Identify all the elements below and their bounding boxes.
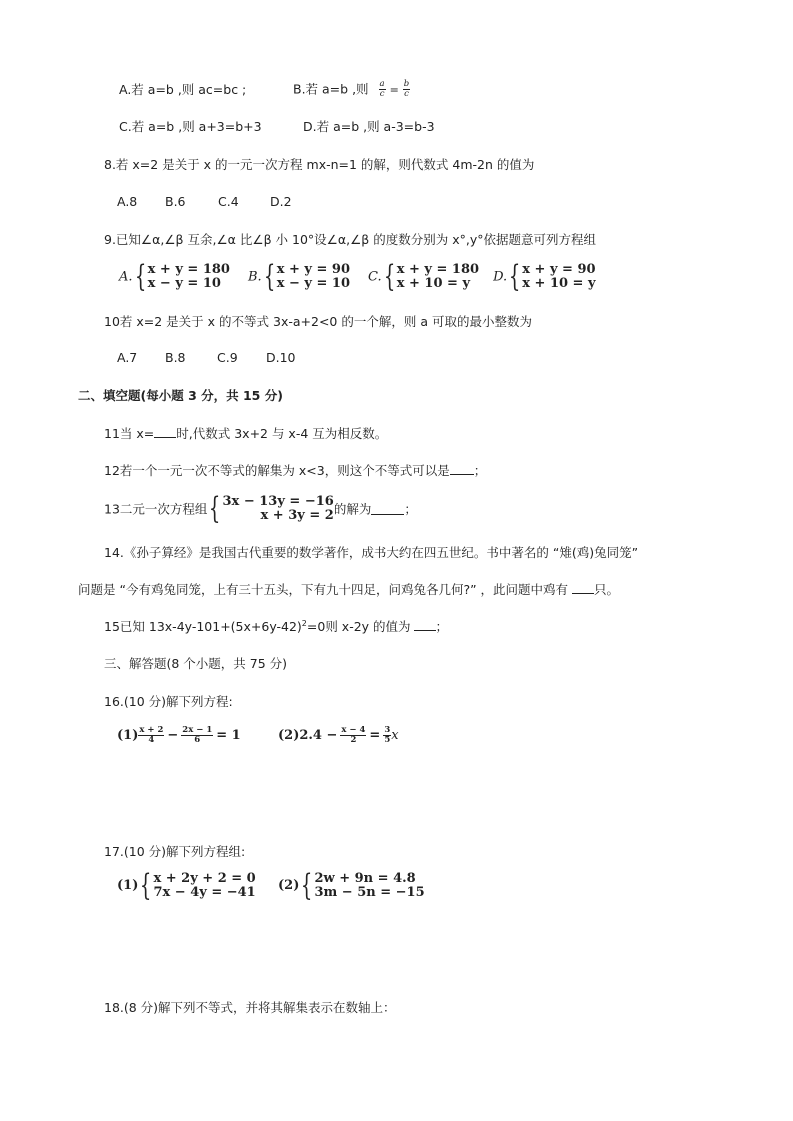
q11 bbox=[104, 426, 387, 441]
q16-p2-frac2-num: 3 bbox=[384, 725, 391, 735]
q15 bbox=[104, 619, 448, 634]
q12 bbox=[104, 463, 486, 478]
q13-post: 的解为 bbox=[333, 501, 372, 517]
q14-answer-blank[interactable] bbox=[572, 582, 594, 594]
q13-eq2: x + 3y = 2 bbox=[260, 508, 334, 523]
q7-option-d: D.若 a=b ,则 a-3=b-3 bbox=[303, 119, 435, 134]
q10-options bbox=[117, 350, 296, 365]
q13-end: ； bbox=[404, 501, 417, 517]
q15-answer-blank[interactable] bbox=[414, 619, 436, 631]
q10-option-d: D.10 bbox=[266, 350, 296, 365]
q9-option-b-brace: { bbox=[263, 259, 275, 294]
section2-title: 二、填空题(每小题 3 分，共 15 分) bbox=[78, 388, 283, 403]
q7-option-a: A.若 a=b ,则 ac=bc ; bbox=[119, 82, 247, 97]
q16-p2-label: (2)2.4 − bbox=[278, 728, 338, 744]
q16-p1-frac2 bbox=[181, 726, 213, 746]
q16-p2-frac1 bbox=[340, 726, 366, 746]
q17-p1-system bbox=[153, 872, 255, 899]
q10-option-c: C.9 bbox=[217, 350, 238, 365]
q9-option-a-system bbox=[148, 263, 230, 290]
q9-option-c-system bbox=[397, 263, 479, 290]
q16-p2-x: x bbox=[391, 728, 399, 744]
q9-option-a bbox=[119, 259, 230, 294]
q9-stem: 9.已知∠α,∠β 互余,∠α 比∠β 小 10°设∠α,∠β 的度数分别为 x°,y°依据题意可列方程组 bbox=[104, 232, 596, 247]
q7-b-left-den: c bbox=[379, 89, 385, 100]
q14-line2-pre: 问题是 “今有鸡兔同笼，上有三十五头，下有九十四足，问鸡兔各几何?” ，此问题中鸡有 bbox=[78, 582, 569, 597]
q13-system bbox=[223, 495, 334, 522]
q11-post: 时,代数式 3x+2 与 x-4 互为相反数。 bbox=[176, 426, 388, 441]
q17-p1-label: (1) bbox=[117, 878, 139, 894]
q11-answer-blank[interactable] bbox=[154, 426, 176, 438]
q16-p1-frac1-num: x + 2 bbox=[139, 725, 164, 735]
q16-part2 bbox=[278, 726, 399, 746]
q8-options bbox=[117, 194, 292, 209]
q14-line2 bbox=[78, 582, 619, 597]
q9-option-a-label: A. bbox=[119, 269, 133, 285]
q16-p1-frac2-den: 6 bbox=[194, 735, 201, 746]
q9-option-b-label: B. bbox=[247, 269, 262, 285]
q17-p1-eq1: x + 2y + 2 = 0 bbox=[153, 871, 256, 887]
q7-b-right-den: c bbox=[404, 89, 409, 100]
section3-title: 三、解答题(8 个小题，共 75 分) bbox=[104, 656, 288, 671]
q16-p1-frac1 bbox=[138, 726, 164, 746]
q17-p2-label: (2) bbox=[278, 878, 300, 894]
q16-p1-label: (1) bbox=[117, 728, 139, 744]
q16-stem: 16.(10 分)解下列方程: bbox=[104, 694, 233, 709]
q15-post: ； bbox=[435, 619, 449, 635]
q16-p1-op: − bbox=[167, 728, 179, 744]
q12-pre: 12若一个一元一次不等式的解集为 x<3，则这个不等式可以是 bbox=[104, 463, 450, 478]
q18-stem: 18.(8 分)解下列不等式，并将其解集表示在数轴上： bbox=[104, 1000, 396, 1015]
q9-c-eq1: x + y = 180 bbox=[396, 262, 480, 278]
q16-p1-frac1-den: 4 bbox=[148, 735, 155, 746]
q15-mid: =0则 x-2y 的值为 bbox=[306, 619, 411, 635]
q9-option-d-label: D. bbox=[493, 269, 508, 285]
q17-p2-eq2: 3m − 5n = −15 bbox=[314, 885, 425, 900]
q9-option-c-label: C. bbox=[368, 269, 382, 285]
q9-option-d-brace: { bbox=[508, 259, 521, 294]
q14-line2-post: 只。 bbox=[594, 582, 620, 597]
q13-answer-blank[interactable] bbox=[371, 503, 404, 515]
q13-eq1: 3x − 13y = −16 bbox=[222, 494, 334, 510]
q14-line1: 14.《孙子算经》是我国古代重要的数学著作，成书大约在四五世纪。书中著名的 “雉(鸡)兔同笼” bbox=[104, 545, 639, 560]
q7-b-left-num: a bbox=[379, 79, 385, 89]
q10-option-b: B.8 bbox=[165, 350, 186, 365]
q16-p2-frac1-num: x − 4 bbox=[341, 725, 366, 735]
q9-option-b bbox=[247, 259, 351, 294]
q7-option-c: C.若 a=b ,则 a+3=b+3 bbox=[119, 119, 262, 134]
q16-p1-frac2-num: 2x − 1 bbox=[182, 725, 213, 735]
q17-part1 bbox=[117, 868, 256, 903]
q9-a-eq1: x + y = 180 bbox=[147, 262, 230, 278]
q15-pre: 15已知 13x-4y-101+(5x+6y-42) bbox=[104, 619, 302, 635]
q17-part2 bbox=[278, 868, 425, 903]
q15-superscript: 2 bbox=[301, 619, 307, 628]
q13-pre: 13二元一次方程组 bbox=[104, 501, 208, 517]
q17-p1-eq2: 7x − 4y = −41 bbox=[153, 885, 256, 900]
q9-c-eq2: x + 10 = y bbox=[396, 276, 471, 291]
q9-d-eq2: x + 10 = y bbox=[522, 276, 596, 291]
q17-p2-system bbox=[314, 872, 424, 899]
q17-stem: 17.(10 分)解下列方程组: bbox=[104, 844, 246, 859]
q8-option-d: D.2 bbox=[270, 194, 292, 209]
q7-option-b bbox=[293, 80, 410, 100]
q17-p1-brace: { bbox=[140, 868, 152, 903]
q16-p2-frac1-den: 2 bbox=[350, 735, 357, 746]
q13 bbox=[104, 491, 417, 526]
q13-brace: { bbox=[209, 491, 221, 526]
q9-option-d-system bbox=[522, 263, 595, 290]
q12-answer-blank[interactable] bbox=[450, 463, 474, 475]
q17-p2-brace: { bbox=[301, 868, 313, 903]
q17-p2-eq1: 2w + 9n = 4.8 bbox=[314, 871, 416, 887]
q9-option-c-brace: { bbox=[383, 259, 395, 294]
q9-a-eq2: x − y = 10 bbox=[147, 276, 221, 291]
q9-option-c bbox=[368, 259, 480, 294]
q9-option-b-system bbox=[277, 263, 350, 290]
q7-b-fraction-right bbox=[403, 80, 410, 100]
q7-b-equals: = bbox=[389, 83, 399, 97]
q16-part1 bbox=[117, 726, 241, 746]
q10-option-a: A.7 bbox=[117, 350, 138, 365]
q8-option-b: B.6 bbox=[165, 194, 186, 209]
q9-b-eq2: x − y = 10 bbox=[276, 276, 351, 291]
q9-d-eq1: x + y = 90 bbox=[522, 262, 596, 278]
q16-p2-eq: = bbox=[369, 728, 381, 744]
q16-p1-rhs: = 1 bbox=[216, 728, 241, 744]
q12-post: ； bbox=[473, 463, 487, 478]
q11-pre: 11当 x= bbox=[104, 426, 155, 441]
q7-b-fraction-left bbox=[379, 80, 386, 100]
q9-b-eq1: x + y = 90 bbox=[276, 262, 351, 278]
q9-options bbox=[119, 259, 596, 294]
q10-stem: 10若 x=2 是关于 x 的不等式 3x-a+2<0 的一个解，则 a 可取的最小整数为 bbox=[104, 314, 532, 329]
q9-option-d bbox=[493, 259, 596, 294]
q7-option-b-prefix: B.若 a=b ,则 bbox=[293, 81, 369, 97]
q7-b-right-num: b bbox=[403, 79, 410, 89]
q8-option-a: A.8 bbox=[117, 194, 138, 209]
q16-p2-frac2-den: 5 bbox=[384, 735, 391, 746]
q8-stem: 8.若 x=2 是关于 x 的一元一次方程 mx-n=1 的解，则代数式 4m-2n 的值为 bbox=[104, 157, 535, 172]
q9-option-a-brace: { bbox=[134, 259, 146, 294]
q8-option-c: C.4 bbox=[218, 194, 239, 209]
